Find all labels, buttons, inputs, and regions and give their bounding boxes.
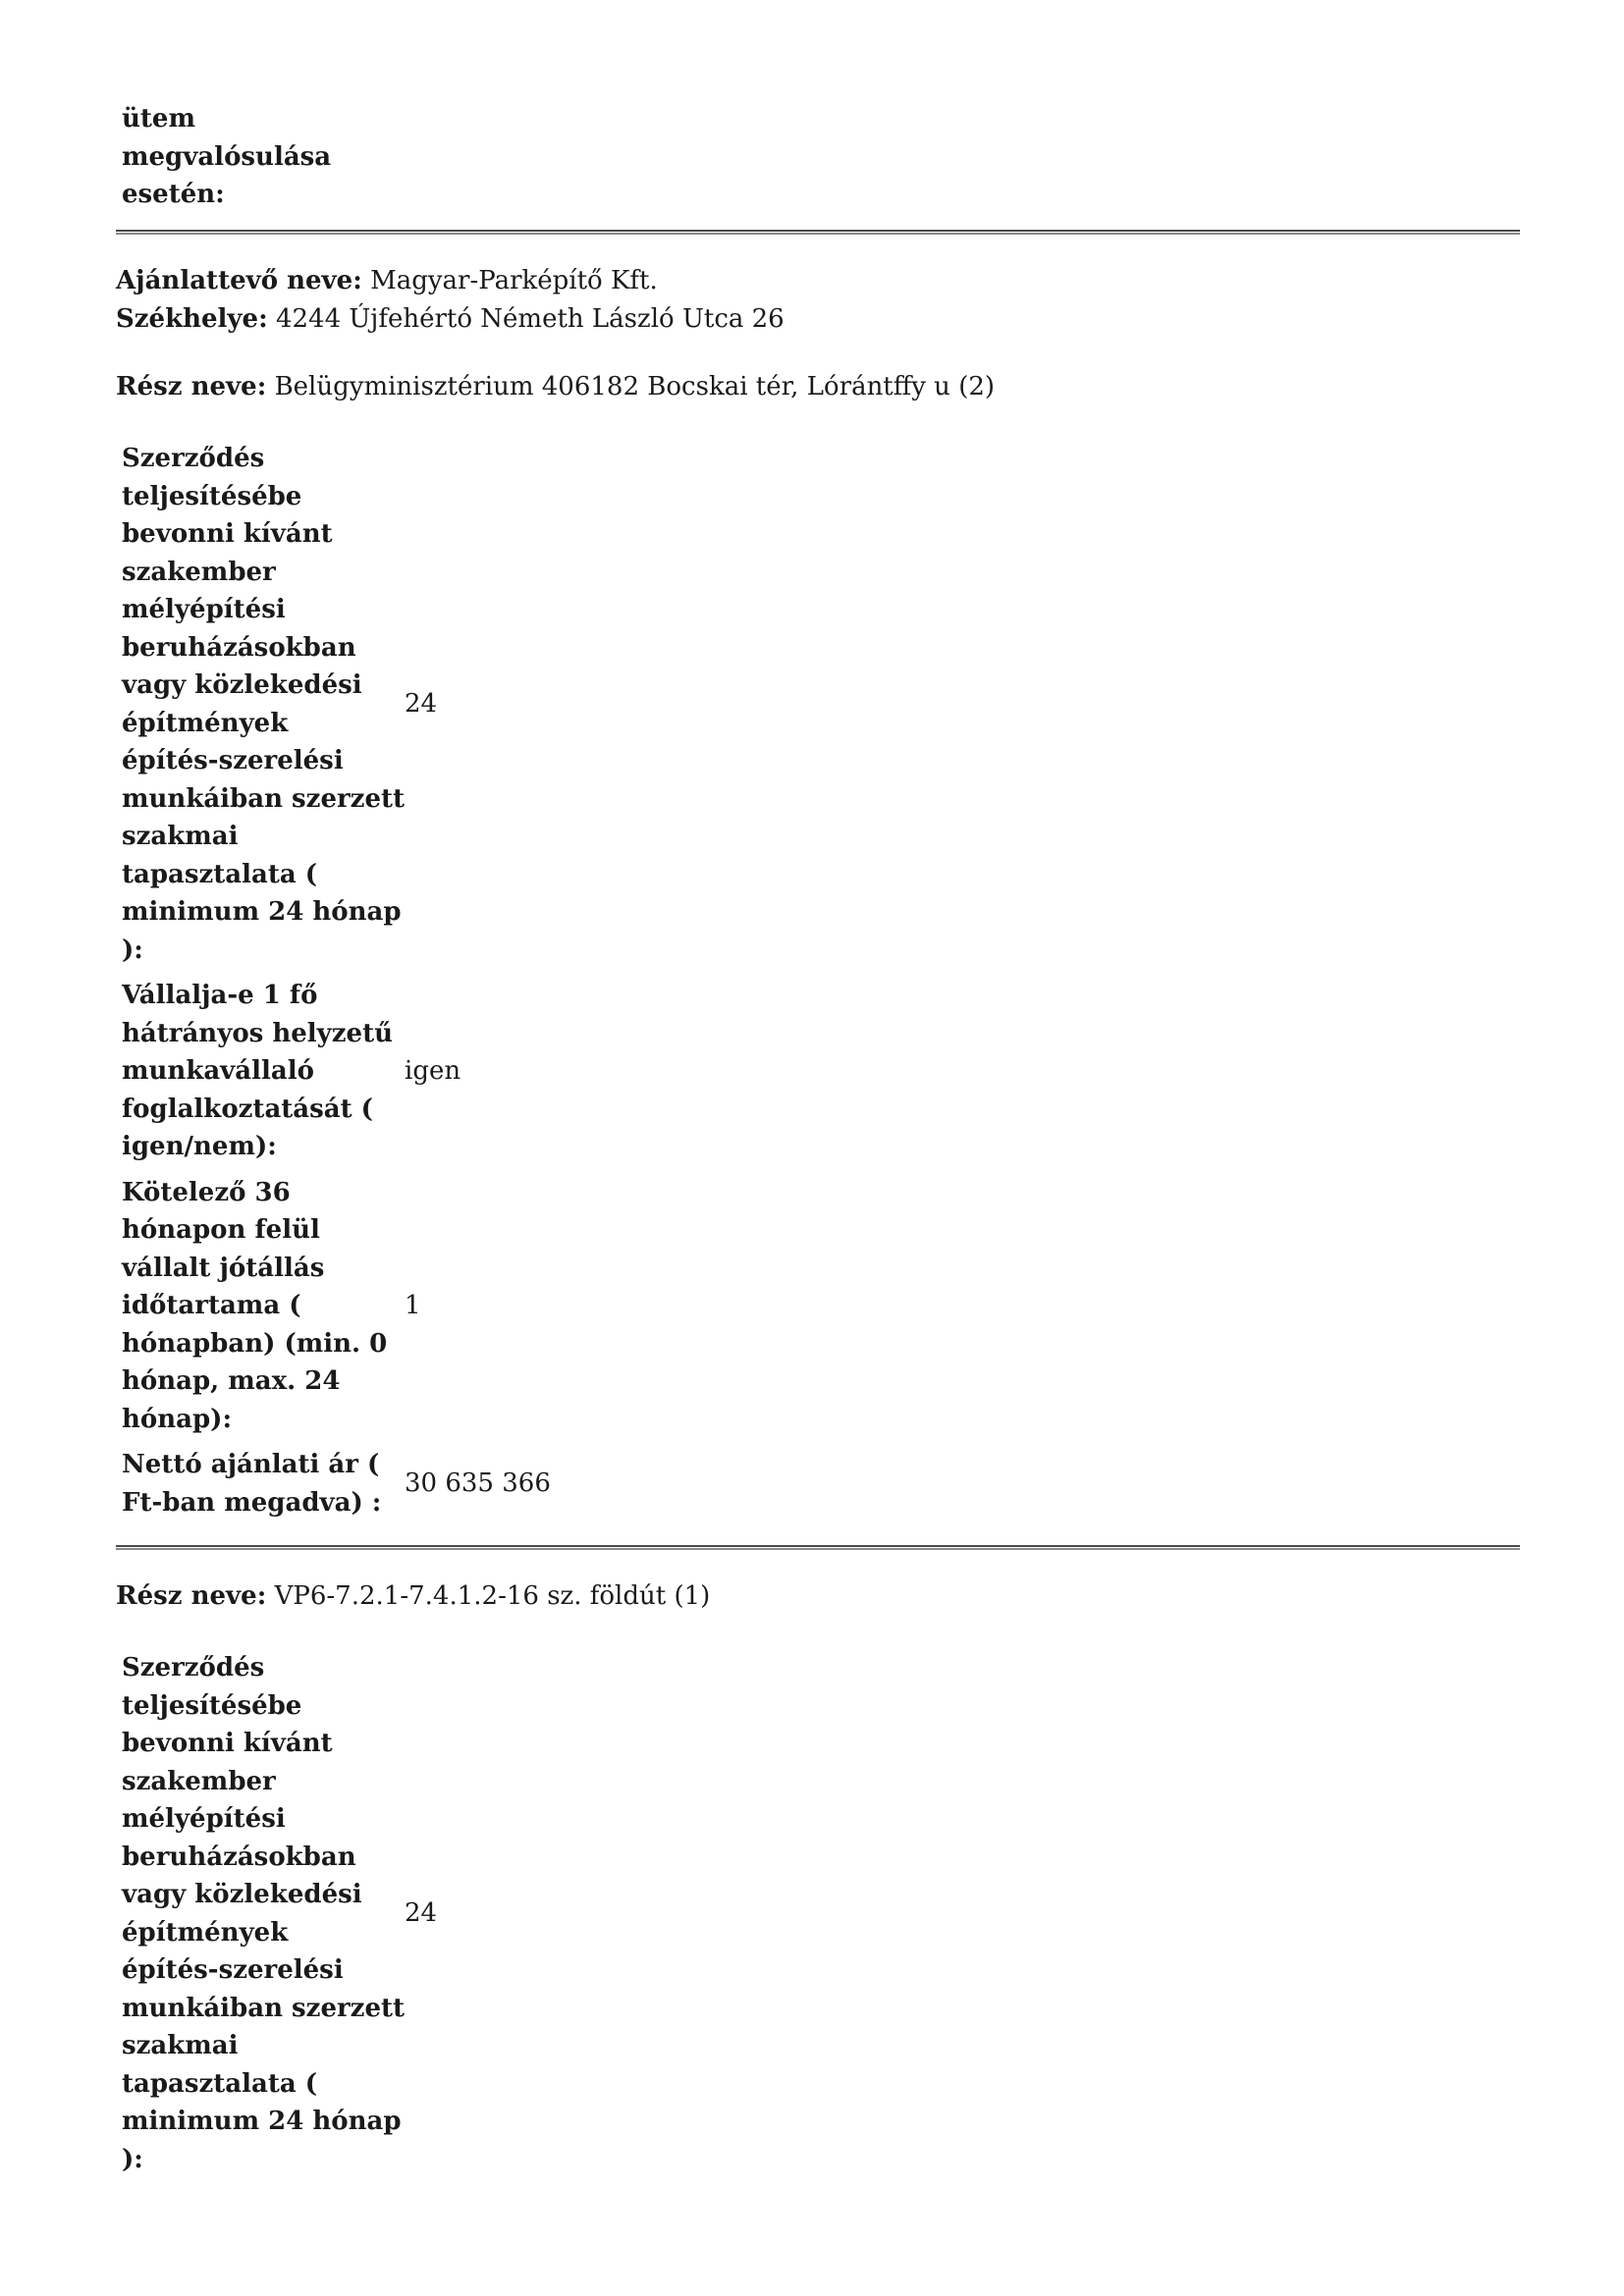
label-line: vállalt jótállás <box>122 1253 325 1283</box>
offeror-seat-label: Székhelye: <box>116 304 268 334</box>
document-page <box>116 0 1520 2296</box>
previous-row-label <box>122 100 338 214</box>
label-line: Ft-ban megadva) : <box>122 1487 382 1518</box>
section-divider <box>116 1545 1520 1550</box>
part-name-label: Rész neve: <box>116 372 267 401</box>
label-line: tapasztalata ( <box>122 859 318 889</box>
label-line: szakmai <box>122 822 239 851</box>
label-line: munkáiban szerzett <box>122 1993 406 2023</box>
label-line: beruházásokban <box>122 632 356 663</box>
row-label <box>122 1174 405 1439</box>
row-label <box>122 1446 405 1522</box>
label-line: beruházásokban <box>122 1842 356 1872</box>
label-line: minimum 24 hónap <box>122 2107 402 2136</box>
label-line: szakmai <box>122 2031 239 2060</box>
label-line: hónapban) (min. 0 <box>122 1328 388 1359</box>
part-details-table <box>122 440 809 1529</box>
table-row <box>122 1174 809 1439</box>
table-row <box>122 977 809 1166</box>
row-label <box>122 1649 405 2178</box>
label-line: Vállalja-e 1 fő <box>122 981 318 1010</box>
label-line: foglalkoztatását ( <box>122 1094 373 1124</box>
label-line: teljesítésébe <box>122 481 302 511</box>
row-value: 1 <box>405 1291 421 1320</box>
label-line: tapasztalata ( <box>122 2068 318 2099</box>
label-line: vagy közlekedési <box>122 670 362 700</box>
label-line: bevonni kívánt <box>122 519 333 549</box>
offeror-seat-value: 4244 Újfehértó Németh László Utca 26 <box>275 304 785 334</box>
table-row <box>122 1649 809 2178</box>
row-value: 30 635 366 <box>405 1468 551 1499</box>
label-line: időtartama ( <box>122 1291 301 1320</box>
part-name-label: Rész neve: <box>116 1581 267 1611</box>
label-line: hónapon felül <box>122 1215 320 1245</box>
label-line: építmények <box>122 708 289 738</box>
part-name-value: Belügyminisztérium 406182 Bocskai tér, Lórántffy u (2) <box>274 372 996 401</box>
label-line: hátrányos helyzetű <box>122 1018 393 1048</box>
offeror-name-line <box>116 262 658 300</box>
part-name-value: VP6-7.2.1-7.4.1.2-16 sz. földút (1) <box>274 1581 711 1611</box>
label-line: építés-szerelési <box>122 746 344 775</box>
label-line: minimum 24 hónap <box>122 897 402 927</box>
part-details-table <box>122 1649 809 2186</box>
row-value: igen <box>405 1056 461 1086</box>
label-line: hónap, max. 24 <box>122 1366 341 1396</box>
label-line: munkáiban szerzett <box>122 783 406 814</box>
label-line: munkavállaló <box>122 1056 314 1086</box>
row-value: 24 <box>405 1898 438 1929</box>
label-line: Nettó ajánlati ár ( <box>122 1450 380 1479</box>
label-line: építmények <box>122 1917 289 1948</box>
part-name-line <box>116 368 995 406</box>
label-line: igen/nem): <box>122 1132 277 1161</box>
label-line: ): <box>122 2144 143 2174</box>
label-line: szakember <box>122 557 276 587</box>
label-line: Szerződés <box>122 1653 265 1682</box>
label-line: mélyépítési <box>122 1804 286 1834</box>
row-value: 24 <box>405 689 438 720</box>
label-line: vagy közlekedési <box>122 1880 362 1909</box>
offeror-seat-line <box>116 300 785 339</box>
label-line: bevonni kívánt <box>122 1729 333 1758</box>
label-line: Kötelező 36 <box>122 1177 291 1207</box>
label-line: szakember <box>122 1766 276 1796</box>
row-label <box>122 977 405 1166</box>
section-divider <box>116 230 1520 235</box>
label-line: ): <box>122 934 143 965</box>
row-label <box>122 440 405 969</box>
label-line: mélyépítési <box>122 595 286 624</box>
table-row <box>122 440 809 969</box>
label-line: hónap): <box>122 1404 233 1434</box>
label-line: megvalósulása <box>122 141 332 172</box>
label-line: teljesítésébe <box>122 1690 302 1721</box>
label-line: építés-szerelési <box>122 1955 344 1985</box>
label-line: esetén: <box>122 180 225 209</box>
table-row <box>122 1446 809 1522</box>
part-name-line <box>116 1577 710 1616</box>
offeror-name-value: Magyar-Parképítő Kft. <box>370 266 658 295</box>
label-line: Szerződés <box>122 444 265 473</box>
offeror-name-label: Ajánlattevő neve: <box>116 266 362 295</box>
label-line: ütem <box>122 104 195 133</box>
